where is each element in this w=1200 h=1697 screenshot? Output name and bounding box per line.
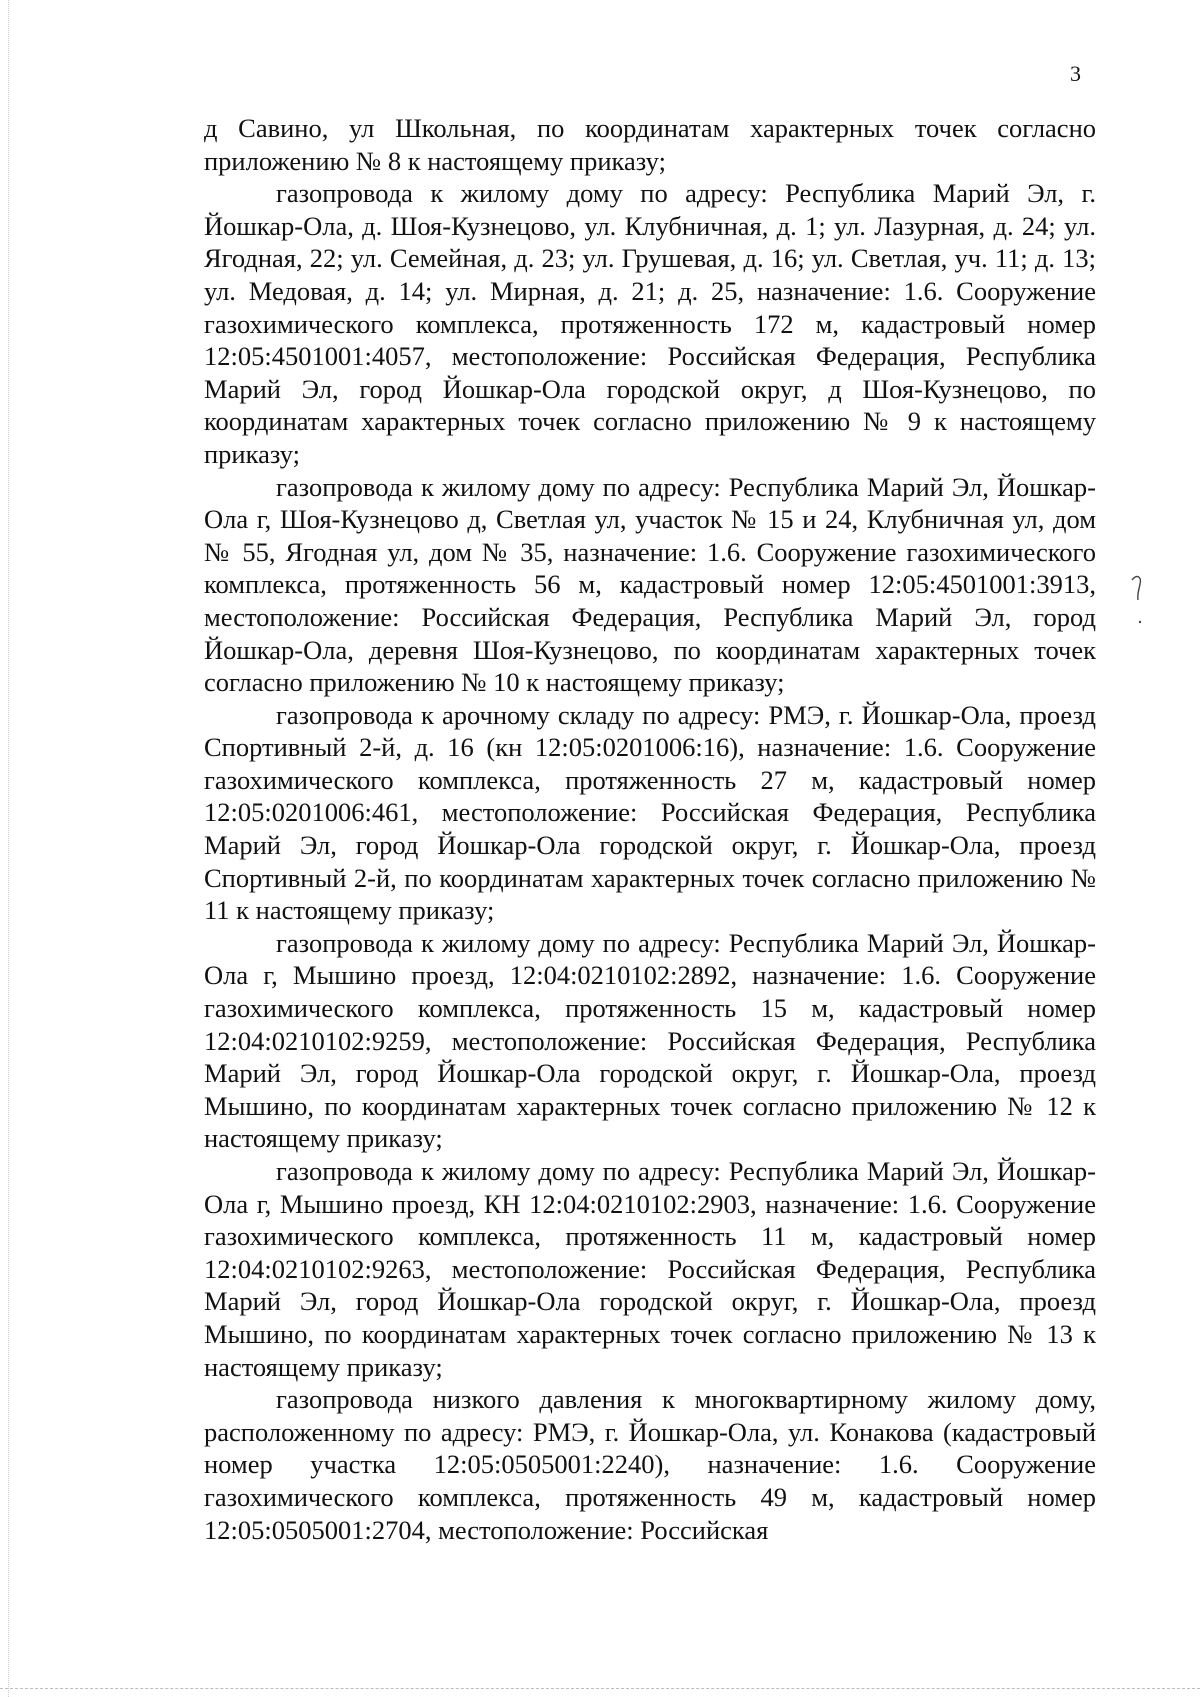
- paragraph-6: газопровода к жилому дому по адресу: Республика Марий Эл, Йошкар-Ола г, Мышино проезд, КН 12:04:0210102:2903, назначение: 1.6. Сооружение газохимического комплекса, протяженность 11 м, кадастровый номер 12:04:0210102:9263, местоположение: Российская Федерация, Республика Марий Эл, город Йошкар-Ола городской округ, г. Йошкар-Ола, проезд Мышино, по координатам характерных точек согласно приложению № 13 к настоящему приказу;: [204, 1156, 1096, 1382]
- margin-pen-mark: [1128, 572, 1144, 628]
- document-body: [204, 112, 1096, 1546]
- paragraph-2: газопровода к жилому дому по адресу: Республика Марий Эл, г. Йошкар-Ола, д. Шоя-Кузнецово, ул. Клубничная, д. 1; ул. Лазурная, д. 24; ул. Ягодная, 22; ул. Семейная, д. 23; ул. Грушевая, д. 16; ул. Светлая, уч. 11; д. 13; ул. Медовая, д. 14; ул. Мирная, д. 21; д. 25, назначение: 1.6. Сооружение газохимического комплекса, протяженность 172 м, кадастровый номер 12:05:4501001:4057, местоположение: Российская Федерация, Республика Марий Эл, город Йошкар-Ола городской округ, д Шоя-Кузнецово, по координатам характерных точек согласно приложению № 9 к настоящему приказу;: [204, 178, 1096, 469]
- paragraph-3: газопровода к жилому дому по адресу: Республика Марий Эл, Йошкар-Ола г, Шоя-Кузнецово д, Светлая ул, участок № 15 и 24, Клубничная ул, дом № 55, Ягодная ул, дом № 35, назначение: 1.6. Сооружение газохимического комплекса, протяженность 56 м, кадастровый номер 12:05:4501001:3913, местоположение: Российская Федерация, Республика Марий Эл, город Йошкар-Ола, деревня Шоя-Кузнецово, по координатам характерных точек согласно приложению № 10 к настоящему приказу;: [204, 471, 1096, 698]
- page-number: 3: [1070, 61, 1081, 86]
- scan-edge-left: [8, 0, 9, 1697]
- paragraph-5: газопровода к жилому дому по адресу: Республика Марий Эл, Йошкар-Ола г, Мышино проезд, 12:04:0210102:2892, назначение: 1.6. Сооружение газохимического комплекса, протяженность 15 м, кадастровый номер 12:04:0210102:9259, местоположение: Российская Федерация, Республика Марий Эл, город Йошкар-Ола городской округ, г. Йошкар-Ола, проезд Мышино, по координатам характерных точек согласно приложению № 12 к настоящему приказу;: [204, 927, 1096, 1154]
- paragraph-4: газопровода к арочному складу по адресу: РМЭ, г. Йошкар-Ола, проезд Спортивный 2-й, д. 16 (кн 12:05:0201006:16), назначение: 1.6. Сооружение газохимического комплекса, протяженность 27 м, кадастровый номер 12:05:0201006:461, местоположение: Российская Федерация, Республика Марий Эл, город Йошкар-Ола городской округ, г. Йошкар-Ола, проезд Спортивный 2-й, по координатам характерных точек согласно приложению № 11 к настоящему приказу;: [204, 699, 1096, 926]
- paragraph-7: газопровода низкого давления к многоквартирному жилому дому, расположенному по адресу: РМЭ, г. Йошкар-Ола, ул. Конакова (кадастровый номер участка 12:05:0505001:2240), назначение: 1.6. Сооружение газохимического комплекса, протяженность 49 м, кадастровый номер 12:05:0505001:2704, местоположение: Российская: [204, 1384, 1096, 1545]
- paragraph-1: д Савино, ул Школьная, по координатам характерных точек согласно приложению № 8 к настоящему приказу;: [204, 113, 1096, 176]
- scan-edge-bottom: [0, 1688, 1200, 1689]
